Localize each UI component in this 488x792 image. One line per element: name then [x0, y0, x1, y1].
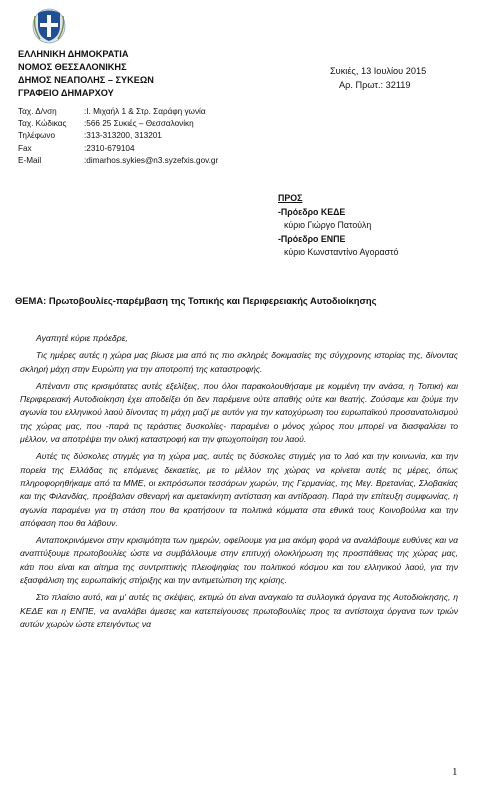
- contact-label: Ταχ. Δ/νση: [18, 107, 57, 116]
- contact-info: [18, 106, 218, 167]
- contact-row: [18, 130, 218, 142]
- contact-row: [18, 118, 218, 130]
- contact-row: [18, 143, 218, 155]
- header-line: ΔΗΜΟΣ ΝΕΑΠΟΛΗΣ – ΣΥΚΕΩΝ: [18, 75, 154, 85]
- recipients-block: [278, 192, 398, 260]
- body-paragraph: Τις ημέρες αυτές η χώρα μας βίωσε μια από τις πιο σκληρές δοκιμασίες της σύγχρονης ιστορίας της, δίνοντας σκληρή μάχη στην Ευρώπη για την αποτροπή της καταστροφής.: [20, 350, 458, 374]
- subject-line: ΘΕΜΑ: Πρωτοβουλίες-παρέμβαση της Τοπικής και Περιφερειακής Αυτοδιοίκησης: [15, 295, 377, 306]
- contact-value: :dimarhos.sykies@n3.syzefxis.gov.gr: [84, 155, 219, 165]
- contact-value: :2310-679104: [84, 143, 135, 153]
- header-line: ΓΡΑΦΕΙΟ ΔΗΜΑΡΧΟΥ: [18, 88, 114, 98]
- recipients-to-label: ΠΡΟΣ: [278, 193, 303, 203]
- body-paragraph: Αυτές τις δύσκολες στιγμές για τη χώρα μας, αυτές τις δύσκολες στιγμές για το λαό και την κοινωνία, και την πορεία της Ελλάδας τις επόμενες δεκαετίες, με το μέλλον της χώρας να κρίνεται αυτές τις μέρες, όπως πληροφορηθήκαμε από τα ΜΜΕ, οι εκπρόσωποι τεσσάρων χωρών, της Γερμανίας, της Μεγ. Βρετανίας, Σλοβακίας και της Φιλανδίας, προέβαλαν σθεναρή και αμετακίνητη αντίσταση και αντίδραση. Παρά την επίτευξη συμφωνίας, η αγωνία παραμένει για τη στάση που θα κρατήσουν τα πολιτικά κόμματα στα εθνικά τους Κοινοβούλια και την απόφαση που θα λάβουν.: [20, 451, 458, 528]
- body-paragraph: Απέναντι στις κρισιμότατες αυτές εξελίξεις, που όλοι παρακολουθήσαμε με κομμένη την ανάσα, η Τοπική και Περιφερειακή Αυτοδιοίκηση έχει αποδείξει ότι δεν παρέμεινε ούτε απαθής ούτε και θεατής. Ζούσαμε και ζούμε την αγωνία του ελληνικού λαού δίνοντας τη μάχη μαζί με αυτόν για την κατοχύρωση του ευρωπαϊκού προσανατολισμού της χώρας μας, που -παρά τις τεράστιες δυσκολίες- παραμένει ο μόνος χώρος που μπορεί να διασφαλίσει το μέλλον, να αποτρέψει την ολική καταστροφή και την φτωχοποίηση του λαού.: [20, 380, 458, 445]
- header-line: ΕΛΛΗΝΙΚΗ ΔΗΜΟΚΡΑΤΙΑ: [18, 49, 129, 59]
- recipient-title: -Πρόεδρο ΚΕΔΕ: [278, 206, 346, 217]
- contact-value: :566 25 Συκιές – Θεσσαλονίκη: [84, 119, 194, 129]
- contact-label: E-Mail: [18, 155, 42, 165]
- body-paragraph: Ανταποκρινόμενοι στην κρισιμότητα των ημερών, οφείλουμε για μια ακόμη φορά να αναλάβουμε ευθύνες και να αναπτύξουμε πρωτοβουλίες ώστε να συμβάλλουμε στην επιτυχή ολοκλήρωση της προσπάθειας της χώρας μας, κάτι που είναι και αίτημα της συντριπτικής πλειοψηφίας του πολιτικού κόσμου και του ελληνικού λαού, για την εξασφάλιση της ευρωπαϊκής στήριξης και την αντιμετώπιση της κρίσης.: [20, 535, 458, 586]
- contact-row: [18, 155, 218, 167]
- contact-label: Τηλέφωνο: [18, 131, 56, 141]
- greek-emblem-icon: [32, 6, 66, 44]
- contact-label: Ταχ. Κώδικας: [18, 119, 67, 129]
- contact-value: :313-313200, 313201: [84, 131, 162, 141]
- document-date: Συκιές, 13 Ιουλίου 2015: [330, 66, 427, 76]
- protocol-number: Αρ. Πρωτ.: 32119: [339, 80, 411, 90]
- recipient-title: -Πρόεδρο ΕΝΠΕ: [278, 233, 346, 244]
- header-line: ΝΟΜΟΣ ΘΕΣΣΑΛΟΝΙΚΗΣ: [18, 62, 127, 72]
- recipient-name: κύριο Κωνσταντίνο Αγοραστό: [284, 247, 399, 258]
- body-paragraph: Στο πλαίσιο αυτό, και μ' αυτές τις σκέψεις, εκτιμώ ότι είναι αναγκαίο τα συλλογικά όργανα της Αυτοδιοίκησης, η ΚΕΔΕ και η ΕΝΠΕ, να αναλάβει άμεσες και κατεπείγουσες πρωτοβουλίες προς τα αντίστοιχα όργανα των τριών αυτών χωρών ώστε επειγόντως να: [20, 592, 458, 629]
- greeting: Αγαπητέ κύριε πρόεδρε,: [36, 333, 128, 343]
- issuer-header: [18, 48, 154, 100]
- page-number: 1: [452, 766, 458, 778]
- contact-row: [18, 106, 218, 118]
- contact-label: Fax: [18, 143, 32, 153]
- contact-value: :Ι. Μιχαήλ 1 & Στρ. Σαράφη γωνία: [84, 107, 206, 116]
- letter-body: [20, 332, 458, 631]
- recipient-name: κύριο Γιώργο Πατούλη: [284, 220, 372, 231]
